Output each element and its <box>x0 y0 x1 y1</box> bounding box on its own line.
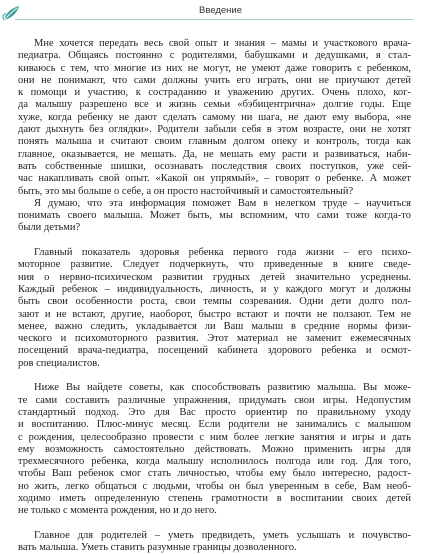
text-line: вать малыша. Уметь ставить разумные границы дозволенного. <box>18 542 297 554</box>
text-line: понимать своего малыша. Может быть, мы вспомним, что сами тоже когда-то <box>18 210 411 222</box>
text-line: Мне хочется передать весь свой опыт и знания – мамы и участкового врача- <box>34 38 411 49</box>
text-line: главное, оказывается, не мешать. Да, не мешать ему расти и развиваться, наби- <box>18 148 411 160</box>
page-header <box>0 0 422 24</box>
paragraph <box>18 198 411 235</box>
text-line: были детьми? <box>18 222 81 234</box>
text-line: Ниже Вы найдете советы, как способствовать развитию малыша. Вы може- <box>34 382 411 394</box>
text-line: чтобы Ваш ребенок смог стать личностью, чтобы ему было интересно, радост- <box>18 468 411 480</box>
text-line: киваюсь с тем, что многие из них не могут, не умеют даже говорить с ребенком, <box>18 62 411 74</box>
text-line: хуже, когда ребенку не дают сделать самому ни шага, не дают ему выбора, «не <box>18 111 411 123</box>
text-line: посещений врача-педиатра, посещений кабинета здорового ребенка и осмот- <box>18 345 411 357</box>
text-line: ческого и психомоторного развития. Этот материал не заменит ежемесячных <box>18 333 411 345</box>
text-line: к помощи и участию, к состраданию и уважению других. Очень плохо, ког- <box>18 87 411 99</box>
paragraph <box>18 382 411 517</box>
text-line: с рождения, целесообразно провести с ним более легкие занятия и игры и дать <box>18 431 411 443</box>
text-line: дают дыхнуть без оглядки». Родители забыли себя в этом возрасте, они не хотят <box>18 124 411 136</box>
text-line: Главное для родителей – уметь предвидеть, уметь услышать и почувство- <box>34 529 411 541</box>
text-line: и воспитанию. Плюс-минус месяц. Если родители не занимались с малышом <box>18 419 411 431</box>
text-line: да малышу разрешено все и жизнь семьи «бэбицентрична» долгие годы. Еще <box>18 99 411 111</box>
paragraph <box>18 38 411 198</box>
text-line: те сами составить различные упражнения, придумать свои игры. Недопустим <box>18 394 411 406</box>
text-line: ходимо иметь определенную степень грамотности в воспитании своих детей <box>18 492 411 504</box>
text-line: быть, это мы больше о себе, а он просто настойчивый и самостоятельный? <box>18 185 354 197</box>
chapter-title: Введение <box>199 5 243 16</box>
text-line: Главный показатель здоровья ребенка первого года жизни – его психо- <box>34 247 411 259</box>
paragraph <box>18 530 411 554</box>
body-text <box>18 38 411 554</box>
text-line: ему возможность самостоятельно действовать. Можно применить игры для <box>18 443 411 455</box>
text-line: час накапливать свой опыт. «Какой он упрямый», – говорят о ребенке. А может <box>18 173 411 185</box>
text-line: ров специалистов. <box>18 357 100 369</box>
text-line: они не понимают, что сами должны учить его играть, они не приучают детей <box>18 74 411 86</box>
text-line: быть свои особенности роста, свои темпы созревания. Одни дети долго пол- <box>18 296 411 308</box>
text-line: стандартный подход. Это для Вас просто ориентир по правильному уходу <box>18 406 411 418</box>
text-line: но жить, легко общаться с людьми, чтобы он был уверенным в себе, Вам необ- <box>18 480 411 492</box>
leaf-ornament-icon <box>1 3 21 23</box>
text-line: трехмесячного ребенка, когда малышу исполнилось полгода или год. Для того, <box>18 456 411 468</box>
text-line: моторное развитие. Следует подчеркнуть, что приведенные в книге сведе- <box>18 259 411 271</box>
text-line: педиатра. Общаясь постоянно с родителями, бабушками и дедушками, я стал- <box>18 50 411 62</box>
text-line: вать собственные шишки, осознавать последствия своих поступков, уже сей- <box>18 160 411 172</box>
text-line: менее, важно следить, укладывается ли Ваш малыш в средние нормы физи- <box>18 320 411 332</box>
text-line: понять малыша и считают своим главным долгом опеку и контроль, тогда как <box>18 136 411 148</box>
text-line: ния о нервно-психическом развитии грудных детей значительно усреднены. <box>18 271 411 283</box>
header-rule <box>15 19 413 20</box>
text-line: Каждый ребенок – индивидуальность, личность, и у каждого могут и должны <box>18 283 411 295</box>
text-line: зают и не встают, другие, наоборот, быстро встают и почти не ползают. Тем не <box>18 308 411 320</box>
text-line: не только с момента рождения, но и до него. <box>18 505 217 517</box>
paragraph <box>18 247 411 370</box>
text-line: Я думаю, что эта информация поможет Вам в нелегком труде – научиться <box>34 197 411 209</box>
